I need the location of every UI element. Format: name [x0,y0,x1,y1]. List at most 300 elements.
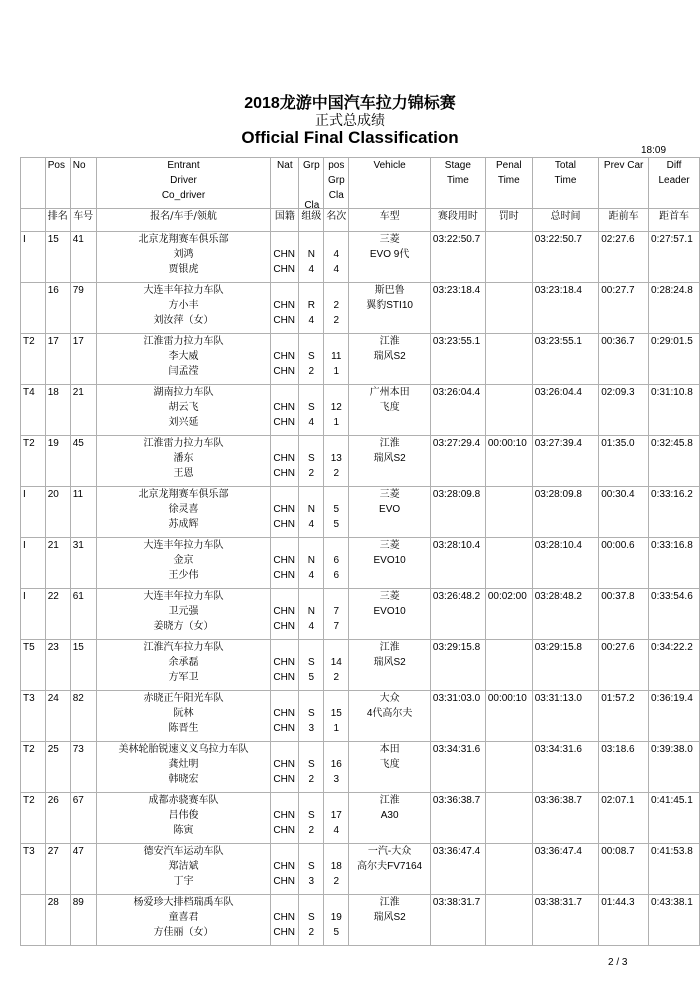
vehicle-make: 江淮 [379,336,400,347]
stage-time-cell: 03:36:38.7 [430,793,485,844]
prev-car-cell: 02:09.3 [599,385,649,436]
header-prev-car: Prev Car [599,158,649,209]
nat-cell [271,844,299,895]
class-cell: T3 [21,691,46,742]
pos-in-class: 6 [333,570,340,581]
vehicle-make: 江淮 [379,795,400,806]
vehicle-model: EVO10 [373,555,406,566]
entrant-name: 江淮雷力拉力车队 [143,336,224,347]
prev-car-cell: 01:44.3 [599,895,649,946]
group: S [307,453,315,464]
codriver-name: 王少伟 [168,570,199,581]
class: 2 [308,825,315,836]
grp-cell [299,385,324,436]
driver-name: 余承磊 [168,657,199,668]
grp-cell [299,691,324,742]
driver-name: 金京 [173,555,194,566]
car-number-cell: 11 [70,487,96,538]
table-row [21,640,700,691]
stage-time-cell: 03:26:48.2 [430,589,485,640]
driver-nat: CHN [273,657,296,668]
driver-nat: CHN [273,300,296,311]
diff-leader-cell: 0:28:24.8 [649,283,700,334]
header-cn-nat: 国籍 [271,209,299,232]
class-cell: T3 [21,844,46,895]
vehicle-model: 瑞风S2 [373,657,406,668]
pos-in-group: 12 [330,402,342,413]
car-number-cell: 47 [70,844,96,895]
driver-nat: CHN [273,810,296,821]
pos-in-group: 17 [330,810,342,821]
header-vehicle: Vehicle [349,158,431,209]
codriver-name: 陈寅 [173,825,194,836]
pos-in-group: 6 [333,555,340,566]
group: S [307,402,315,413]
pos-in-group: 7 [333,606,340,617]
grp-cell [299,487,324,538]
prev-car-cell: 00:27.6 [599,640,649,691]
class-cell [21,895,46,946]
diff-leader-cell: 0:27:57.1 [649,232,700,283]
driver-nat: CHN [273,453,296,464]
pos-in-class: 3 [333,774,340,785]
nat-cell [271,589,299,640]
codriver-nat: CHN [273,825,296,836]
crew-cell [96,334,271,385]
driver-name: 郑洁斌 [168,861,199,872]
pos-grp-cell [324,283,349,334]
group: N [307,606,315,617]
crew-cell [96,538,271,589]
diff-leader-cell: 0:39:38.0 [649,742,700,793]
vehicle-cell [349,436,431,487]
diff-leader-cell: 0:33:16.2 [649,487,700,538]
nat-cell [271,385,299,436]
pos-grp-cell [324,436,349,487]
pos-in-group: 18 [330,861,342,872]
driver-nat: CHN [273,759,296,770]
header-total-time: Total Time [532,158,599,209]
pos-in-class: 5 [333,927,340,938]
vehicle-model: 高尔夫FV7164 [357,861,423,872]
vehicle-cell [349,487,431,538]
header-diff-leader: Diff Leader [649,158,700,209]
codriver-nat: CHN [273,519,296,530]
vehicle-cell [349,385,431,436]
header-grp-cla: Cla [304,200,320,209]
header-cn-pos-grp: 名次 [324,209,349,232]
penalty-cell: 00:02:00 [485,589,532,640]
total-time-cell: 03:34:31.6 [532,742,599,793]
class: 2 [308,774,315,785]
class-cell: T5 [21,640,46,691]
codriver-nat: CHN [273,876,296,887]
nat-cell [271,895,299,946]
pos-cell: 15 [45,232,70,283]
crew-cell [96,844,271,895]
vehicle-make: 三菱 [379,591,400,602]
diff-leader-cell: 0:41:53.8 [649,844,700,895]
vehicle-make: 三菱 [379,540,400,551]
nat-cell [271,283,299,334]
pos-cell: 25 [45,742,70,793]
penalty-cell [485,844,532,895]
nat-cell [271,538,299,589]
header-cn-no: 车号 [70,209,96,232]
class: 4 [308,264,315,275]
pos-cell: 19 [45,436,70,487]
car-number-cell: 45 [70,436,96,487]
car-number-cell: 79 [70,283,96,334]
header-cn-entrant: 报名/车手/领航 [96,209,271,232]
pos-in-group: 16 [330,759,342,770]
entrant-name: 大连丰年拉力车队 [143,540,224,551]
vehicle-make: 江淮 [379,897,400,908]
header-pos: Pos [45,158,70,209]
penalty-cell [485,334,532,385]
header-cn-vehicle: 车型 [349,209,431,232]
pos-in-class: 2 [333,315,340,326]
class: 4 [308,570,315,581]
group: S [307,351,315,362]
vehicle-cell [349,691,431,742]
diff-leader-cell: 0:29:01.5 [649,334,700,385]
stage-time-cell: 03:23:55.1 [430,334,485,385]
class-cell: I [21,589,46,640]
total-time-cell: 03:27:39.4 [532,436,599,487]
stage-time-cell: 03:26:04.4 [430,385,485,436]
stage-time-cell: 03:28:10.4 [430,538,485,589]
grp-cell [299,742,324,793]
codriver-name: 姜晓方（女） [153,621,214,632]
total-time-cell: 03:36:47.4 [532,844,599,895]
class: 4 [308,621,315,632]
stage-time-cell: 03:28:09.8 [430,487,485,538]
penalty-cell [485,895,532,946]
pos-in-group: 13 [330,453,342,464]
entrant-name: 大连丰年拉力车队 [143,591,224,602]
vehicle-cell [349,538,431,589]
header-grp-label: Grp [302,160,320,171]
diff-leader-cell: 0:31:10.8 [649,385,700,436]
codriver-nat: CHN [273,468,296,479]
table-row [21,385,700,436]
crew-cell [96,895,271,946]
grp-cell [299,436,324,487]
nat-cell [271,487,299,538]
pos-grp-cell [324,640,349,691]
codriver-nat: CHN [273,774,296,785]
pos-cell: 23 [45,640,70,691]
vehicle-make: 江淮 [379,438,400,449]
vehicle-model: EVO10 [373,606,406,617]
prev-car-cell: 03:18.6 [599,742,649,793]
prev-car-cell: 00:36.7 [599,334,649,385]
pos-cell: 28 [45,895,70,946]
driver-nat: CHN [273,351,296,362]
driver-name: 胡云飞 [168,402,199,413]
grp-cell [299,334,324,385]
vehicle-make: 一汽-大众 [367,846,412,857]
penalty-cell [485,793,532,844]
table-row [21,487,700,538]
table-row [21,283,700,334]
codriver-name: 方佳丽（女） [153,927,214,938]
driver-name: 卫元强 [168,606,199,617]
penalty-cell [485,232,532,283]
codriver-nat: CHN [273,672,296,683]
vehicle-cell [349,793,431,844]
pos-cell: 24 [45,691,70,742]
pos-in-group: 15 [330,708,342,719]
pos-in-group: 5 [333,504,340,515]
prev-car-cell: 01:57.2 [599,691,649,742]
group: N [307,555,315,566]
prev-car-cell: 02:07.1 [599,793,649,844]
group: S [307,810,315,821]
driver-name: 吕伟俊 [168,810,199,821]
driver-nat: CHN [273,555,296,566]
nat-cell [271,691,299,742]
grp-cell [299,895,324,946]
codriver-nat: CHN [273,570,296,581]
driver-name: 潘东 [173,453,194,464]
crew-cell [96,283,271,334]
class: 5 [308,672,315,683]
crew-cell [96,793,271,844]
print-time: 18:09 [641,145,667,156]
driver-name: 龚灶明 [168,759,199,770]
penalty-cell [485,742,532,793]
vehicle-model: 瑞风S2 [373,912,406,923]
car-number-cell: 89 [70,895,96,946]
nat-cell [271,640,299,691]
nat-cell [271,742,299,793]
total-time-cell: 03:23:18.4 [532,283,599,334]
pos-grp-cell [324,232,349,283]
header-cn-pos: 排名 [45,209,70,232]
codriver-name: 闫孟滢 [168,366,199,377]
codriver-name: 刘兴延 [168,417,199,428]
car-number-cell: 41 [70,232,96,283]
vehicle-model: A30 [380,810,399,821]
crew-cell [96,589,271,640]
entrant-name: 江淮汽车拉力车队 [143,642,224,653]
grp-cell [299,640,324,691]
vehicle-model: 瑞风S2 [373,351,406,362]
total-time-cell: 03:28:48.2 [532,589,599,640]
header-cn-stage: 赛段用时 [430,209,485,232]
header-pos-grp-cla: pos Grp Cla [324,158,349,209]
codriver-name: 方军卫 [168,672,199,683]
total-time-cell: 03:22:50.7 [532,232,599,283]
class-cell: T2 [21,742,46,793]
vehicle-model: 4代高尔夫 [366,708,413,719]
codriver-name: 丁宇 [173,876,194,887]
codriver-nat: CHN [273,264,296,275]
table-row [21,691,700,742]
total-time-cell: 03:36:38.7 [532,793,599,844]
group: R [307,300,315,311]
driver-nat: CHN [273,249,296,260]
stage-time-cell: 03:22:50.7 [430,232,485,283]
penalty-cell [485,640,532,691]
driver-nat: CHN [273,402,296,413]
crew-cell [96,640,271,691]
class: 2 [308,366,315,377]
header-penal-time: Penal Time [485,158,532,209]
driver-name: 方小丰 [168,300,199,311]
total-time-cell: 03:31:13.0 [532,691,599,742]
table-row [21,895,700,946]
grp-cell [299,232,324,283]
vehicle-model: 飞度 [379,759,400,770]
class-cell: T2 [21,793,46,844]
group: S [307,912,315,923]
table-row [21,844,700,895]
header-grp [299,158,324,209]
group: S [307,861,315,872]
header-row-cn [21,209,700,232]
entrant-name: 德安汽车运动车队 [143,846,224,857]
vehicle-model: 飞度 [379,402,400,413]
vehicle-make: 江淮 [379,642,400,653]
pos-in-group: 14 [330,657,342,668]
total-time-cell: 03:38:31.7 [532,895,599,946]
entrant-name: 杨爱珍大排档瑞禹车队 [133,897,234,908]
crew-cell [96,742,271,793]
header-nat: Nat [271,158,299,209]
total-time-cell: 03:23:55.1 [532,334,599,385]
class: 3 [308,876,315,887]
table-row [21,589,700,640]
prev-car-cell: 01:35.0 [599,436,649,487]
header-cn-diff: 距首车 [649,209,700,232]
pos-cell: 21 [45,538,70,589]
header-cn-total: 总时间 [532,209,599,232]
pos-in-class: 1 [333,723,340,734]
vehicle-make: 斯巴鲁 [374,285,405,296]
stage-time-cell: 03:38:31.7 [430,895,485,946]
crew-cell [96,487,271,538]
prev-car-cell: 00:27.7 [599,283,649,334]
driver-nat: CHN [273,504,296,515]
penalty-cell: 00:00:10 [485,691,532,742]
pos-in-group: 2 [333,300,340,311]
entrant-name: 江淮雷力拉力车队 [143,438,224,449]
penalty-cell [485,538,532,589]
results-table [20,157,700,946]
driver-name: 阮林 [173,708,194,719]
pos-grp-cell [324,844,349,895]
stage-time-cell: 03:36:47.4 [430,844,485,895]
diff-leader-cell: 0:33:16.8 [649,538,700,589]
vehicle-model: EVO [379,504,401,515]
vehicle-make: 三菱 [379,489,400,500]
pos-grp-cell [324,487,349,538]
grp-cell [299,844,324,895]
group: S [307,708,315,719]
pos-in-class: 5 [333,519,340,530]
grp-cell [299,793,324,844]
table-row [21,742,700,793]
stage-time-cell: 03:31:03.0 [430,691,485,742]
header-row-en [21,158,700,209]
group: N [307,249,315,260]
prev-car-cell: 00:37.8 [599,589,649,640]
driver-name: 童喜君 [168,912,199,923]
class: 4 [308,417,315,428]
diff-leader-cell: 0:36:19.4 [649,691,700,742]
car-number-cell: 61 [70,589,96,640]
vehicle-cell [349,334,431,385]
results-body [21,158,700,946]
subtitle-cn: 正式总成绩 [315,112,385,128]
car-number-cell: 17 [70,334,96,385]
table-row [21,793,700,844]
car-number-cell: 21 [70,385,96,436]
header-cn-prev: 距前车 [599,209,649,232]
header-no: No [70,158,96,209]
diff-leader-cell: 0:34:22.2 [649,640,700,691]
pos-grp-cell [324,538,349,589]
vehicle-cell [349,283,431,334]
codriver-name: 苏成辉 [168,519,199,530]
vehicle-make: 三菱 [379,234,400,245]
codriver-nat: CHN [273,621,296,632]
pos-cell: 18 [45,385,70,436]
stage-time-cell: 03:23:18.4 [430,283,485,334]
prev-car-cell: 00:30.4 [599,487,649,538]
car-number-cell: 73 [70,742,96,793]
header-class [21,158,46,209]
header-entrant: Entrant Driver Co_driver [96,158,271,209]
stage-time-cell: 03:29:15.8 [430,640,485,691]
vehicle-cell [349,589,431,640]
class-cell: T4 [21,385,46,436]
penalty-cell [485,283,532,334]
grp-cell [299,538,324,589]
diff-leader-cell: 0:32:45.8 [649,436,700,487]
vehicle-model: EVO 9代 [369,249,410,260]
pos-grp-cell [324,385,349,436]
driver-nat: CHN [273,861,296,872]
table-row [21,232,700,283]
header-cn-grp: 组级 [299,209,324,232]
pos-in-class: 1 [333,366,340,377]
diff-leader-cell: 0:41:45.1 [649,793,700,844]
driver-nat: CHN [273,708,296,719]
entrant-name: 成都赤骁赛车队 [148,795,219,806]
pos-grp-cell [324,589,349,640]
nat-cell [271,232,299,283]
crew-cell [96,232,271,283]
car-number-cell: 15 [70,640,96,691]
pos-in-group: 4 [333,249,340,260]
vehicle-model: 翼豹STI10 [366,300,413,311]
class: 3 [308,723,315,734]
codriver-nat: CHN [273,927,296,938]
title-cn: 2018龙游中国汽车拉力锦标赛 [244,95,456,112]
header-cn-class [21,209,46,232]
table-row [21,436,700,487]
codriver-nat: CHN [273,366,296,377]
class-cell: T2 [21,334,46,385]
codriver-nat: CHN [273,315,296,326]
driver-name: 刘鸿 [173,249,194,260]
vehicle-cell [349,640,431,691]
vehicle-cell [349,895,431,946]
